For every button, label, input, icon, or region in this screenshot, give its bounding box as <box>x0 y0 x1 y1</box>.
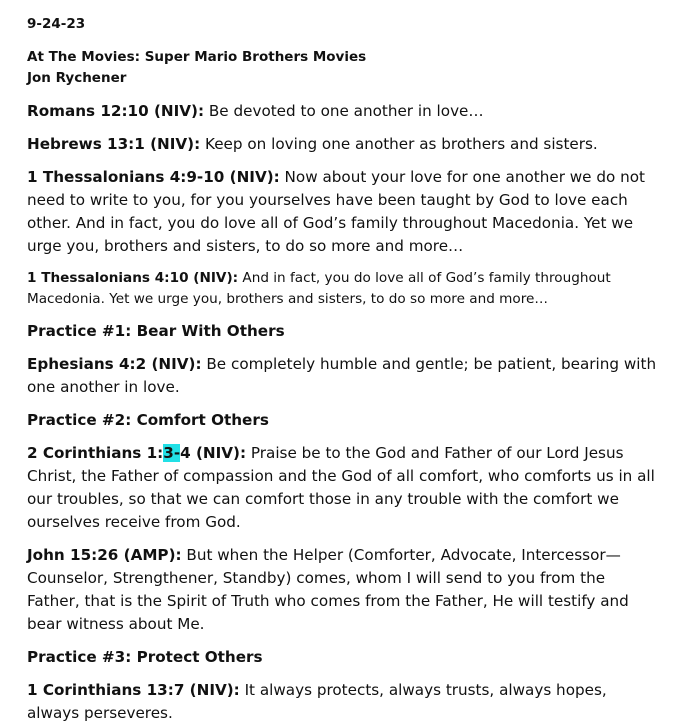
scripture-reference: John 15:26 (AMP): <box>27 546 182 564</box>
scripture-reference: 1 Thessalonians 4:10 (NIV): <box>27 270 239 286</box>
scripture-text: It always protects, always trusts, always hopes, always perseveres. <box>27 681 607 722</box>
scripture-reference: 1 Thessalonians 4:9-10 (NIV): <box>27 168 280 186</box>
scripture-1-thessalonians-4-9-10 <box>27 166 660 258</box>
scripture-text: But when the Helper (Comforter, Advocate, Intercessor—Counselor, Strengthener, Standby) comes, whom I will send to you from the Father, that is the Spirit of Truth who comes from the Father, He will testify and bear witness about Me. <box>27 546 629 633</box>
scripture-2-corinthians-1-3-4 <box>27 442 660 534</box>
scripture-1-corinthians-13-7 <box>27 679 660 725</box>
scripture-john-15-26 <box>27 544 660 636</box>
scripture-text: And in fact, you do love all of God’s family throughout Macedonia. Yet we urge you, brothers and sisters, to do so more and more… <box>27 270 611 307</box>
reference-prefix: 2 Corinthians 1: <box>27 444 164 462</box>
title-block <box>27 47 660 89</box>
reference-suffix: 4 (NIV): <box>180 444 247 462</box>
scripture-text: Be completely humble and gentle; be patient, bearing with one another in love. <box>27 355 657 396</box>
series-title: At The Movies: Super Mario Brothers Movies <box>27 49 367 65</box>
scripture-reference: Ephesians 4:2 (NIV): <box>27 355 202 373</box>
highlighted-text: 3- <box>163 444 181 462</box>
scripture-text: Praise be to the God and Father of our Lord Jesus Christ, the Father of compassion and the God of all comfort, who comforts us in all our troubles, so that we can comfort those in any trouble with the comfort we ourselves receive from God. <box>27 444 655 531</box>
practice-heading-1: Practice #1: Bear With Others <box>27 322 285 340</box>
scripture-reference: Hebrews 13:1 (NIV): <box>27 135 201 153</box>
scripture-reference <box>27 444 246 462</box>
speaker-name: Jon Rychener <box>27 70 127 86</box>
scripture-text: Keep on loving one another as brothers and sisters. <box>200 135 598 153</box>
sermon-date: 9-24-23 <box>27 16 86 32</box>
scripture-hebrews-13-1 <box>27 133 660 156</box>
scripture-ephesians-4-2 <box>27 353 660 399</box>
scripture-reference: 1 Corinthians 13:7 (NIV): <box>27 681 240 699</box>
scripture-1-thessalonians-4-10 <box>27 268 660 310</box>
practice-heading-3: Practice #3: Protect Others <box>27 648 263 666</box>
scripture-text: Be devoted to one another in love… <box>204 102 484 120</box>
scripture-reference: Romans 12:10 (NIV): <box>27 102 205 120</box>
scripture-romans-12-10 <box>27 100 660 123</box>
practice-heading-2: Practice #2: Comfort Others <box>27 411 269 429</box>
scripture-text: Now about your love for one another we do not need to write to you, for you yourselves have been taught by God to love each other. And in fact, you do love all of God’s family throughout Macedonia. Yet we urge you, brothers and sisters, to do so more and more… <box>27 168 645 255</box>
